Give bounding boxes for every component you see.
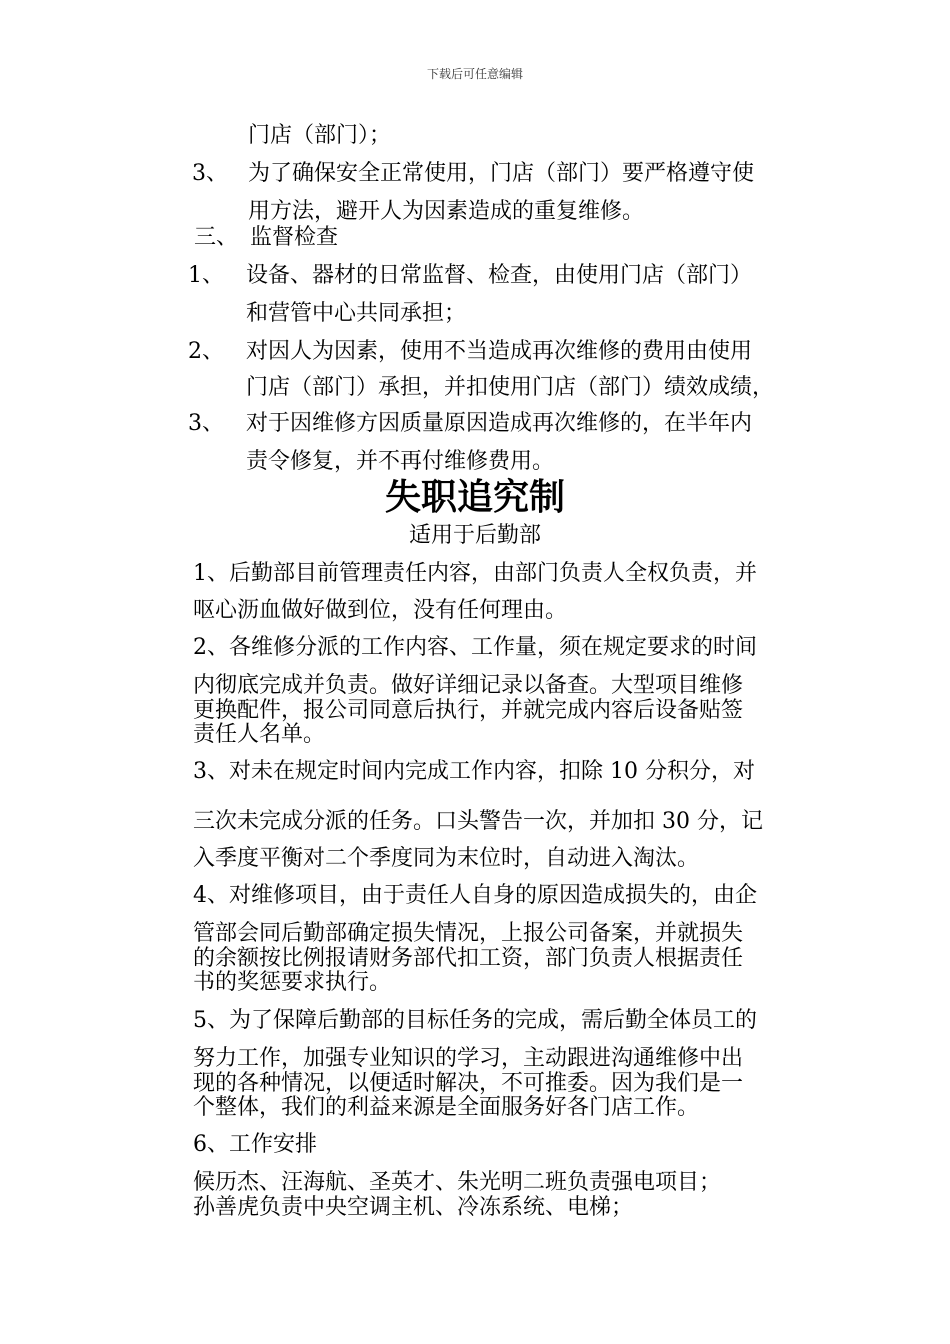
- item-line: 门店（部门）承担，并扣使用门店（部门）绩效成绩，: [246, 375, 775, 400]
- item-line: 设备、器材的日常监督、检查，由使用门店（部门）: [246, 263, 753, 288]
- page-header: 下载后可任意编辑: [426, 67, 523, 81]
- item-line: 用方法，避开人为因素造成的重复维修。: [248, 199, 645, 224]
- item-number: 3、: [188, 411, 224, 436]
- continued-line: 门店（部门）；: [248, 123, 392, 148]
- item-number: 3、: [192, 161, 228, 186]
- item-number: 1、: [188, 263, 224, 288]
- item-line: 为了确保安全正常使用，门店（部门）要严格遵守使: [248, 161, 755, 186]
- body-line: 更换配件，报公司同意后执行，并就完成内容后设备贴签: [193, 698, 744, 723]
- section-heading-number: 三、: [194, 225, 239, 250]
- body-line: 孙善虎负责中央空调主机、冷冻系统、电梯；: [193, 1195, 634, 1220]
- body-line: 5、为了保障后勤部的目标任务的完成，需后勤全体员工的: [193, 1008, 757, 1033]
- document-title: 失职追究制: [384, 477, 565, 518]
- body-line: 三次未完成分派的任务。口头警告一次，并加扣 30 分，记: [193, 809, 763, 834]
- body-line: 入季度平衡对二个季度同为末位时，自动进入淘汰。: [193, 846, 700, 871]
- body-line: 3、对未在规定时间内完成工作内容，扣除 10 分积分，对: [193, 759, 755, 784]
- body-line: 内彻底完成并负责。做好详细记录以备查。大型项目维修: [193, 673, 744, 698]
- item-line: 和营管中心共同承担；: [246, 301, 467, 326]
- body-line: 呕心沥血做好做到位，没有任何理由。: [193, 598, 568, 623]
- body-line: 现的各种情况，以便适时解决，不可推委。因为我们是一: [193, 1071, 744, 1096]
- body-line: 个整体，我们的利益来源是全面服务好各门店工作。: [193, 1095, 700, 1120]
- item-line: 责令修复，并不再付维修费用。: [246, 449, 555, 474]
- body-line: 的余额按比例报请财务部代扣工资，部门负责人根据责任: [193, 946, 744, 971]
- body-line: 2、各维修分派的工作内容、工作量，须在规定要求的时间: [193, 635, 757, 660]
- item-number: 2、: [188, 339, 224, 364]
- item-line: 对因人为因素，使用不当造成再次维修的费用由使用: [246, 339, 753, 364]
- section-heading: 监督检查: [250, 225, 339, 250]
- body-line: 书的奖惩要求执行。: [193, 970, 392, 995]
- body-line: 责任人名单。: [193, 722, 326, 747]
- body-line: 4、对维修项目，由于责任人自身的原因造成损失的，由企: [193, 883, 757, 908]
- body-line: 1、后勤部目前管理责任内容，由部门负责人全权负责，并: [193, 561, 757, 586]
- body-line: 6、工作安排: [193, 1132, 317, 1157]
- body-line: 候历杰、汪海航、圣英才、朱光明二班负责强电项目；: [193, 1170, 722, 1195]
- document-subtitle: 适用于后勤部: [408, 523, 541, 548]
- body-line: 管部会同后勤部确定损失情况，上报公司备案，并就损失: [193, 921, 744, 946]
- body-line: 努力工作，加强专业知识的学习，主动跟进沟通维修中出: [193, 1046, 744, 1071]
- item-line: 对于因维修方因质量原因造成再次维修的，在半年内: [246, 411, 753, 436]
